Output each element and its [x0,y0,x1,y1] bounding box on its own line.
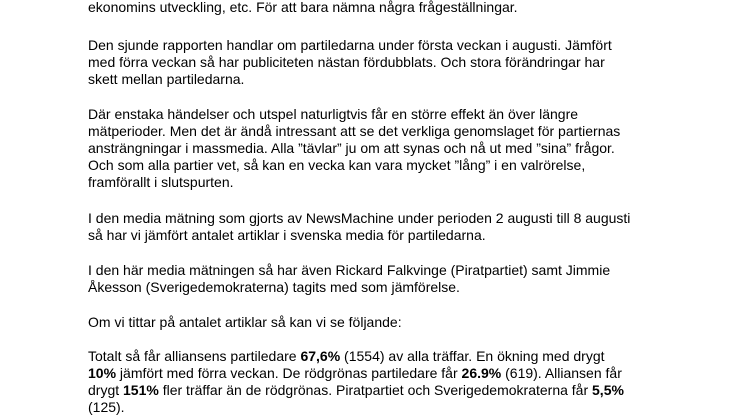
text-run: fler träffar än de rödgrönas. Piratpartiet och Sverigedemokraterna får [158,382,593,398]
paragraph-summary [88,348,728,416]
text-line: mätperioder. Men det är ändå intressant att se det verkliga genomslaget för partiernas [88,123,621,139]
more-hits-value: 151% [123,382,159,398]
text-line: ekonomins utveckling, etc. För att bara nämna några frågeställningar. [88,0,518,15]
alliance-share-value: 67,6% [300,348,341,364]
text-line: Och som alla partier vet, så kan en vecka kan vara mycket ”lång” i en valrörelse, [88,157,586,173]
text-line: Åkesson (Sverigedemokraterna) tagits med som jämförelse. [88,279,460,295]
text-line [88,399,728,416]
increase-value: 10% [88,365,117,381]
text-run: (125). [88,399,125,415]
text-run: (1554) av alla träffar. En ökning med drygt [340,348,605,364]
redgreen-share-value: 26.9% [461,365,502,381]
paragraph-intro-tail [88,0,728,16]
text-line: I den här media mätningen så har även Rickard Falkvinge (Piratpartiet) samt Jimmie [88,262,611,278]
text-line: Om vi tittar på antalet artiklar så kan vi se följande: [88,314,402,330]
text-run: Totalt så får alliansens partiledare [88,348,301,364]
text-run: (619). Alliansen får [501,365,622,381]
pirate-sd-share-value: 5,5% [592,382,624,398]
text-line: framförallt i slutspurten. [88,174,234,190]
text-line [88,348,728,365]
text-line: med förra veckan så har publiciteten nästan fördubblats. Och stora förändringar har [88,54,605,70]
text-line [88,365,728,382]
paragraph-lead-in [88,314,728,331]
text-line: ansträngningar i massmedia. Alla ”tävlar” ju om att synas och nå ut med ”sina” frågor. [88,140,615,156]
paragraph-measurement [88,210,728,244]
text-line: Den sjunde rapporten handlar om partiledarna under första veckan i augusti. Jämfört [88,37,612,53]
paragraph-seventh-report [88,37,728,88]
text-line [88,382,728,399]
text-line: Där enstaka händelser och utspel naturligtvis får en större effekt än över längre [88,106,579,122]
text-line: så har vi jämfört antalet artiklar i svenska media för partiledarna. [88,227,486,243]
text-line: skett mellan partiledarna. [88,71,245,87]
text-run: drygt [88,382,124,398]
text-run: jämfört med förra veckan. De rödgrönas partiledare får [116,365,462,381]
paragraph-comparison [88,262,728,296]
text-line: I den media mätning som gjorts av NewsMachine under perioden 2 augusti till 8 augusti [88,210,631,226]
paragraph-events [88,106,728,191]
